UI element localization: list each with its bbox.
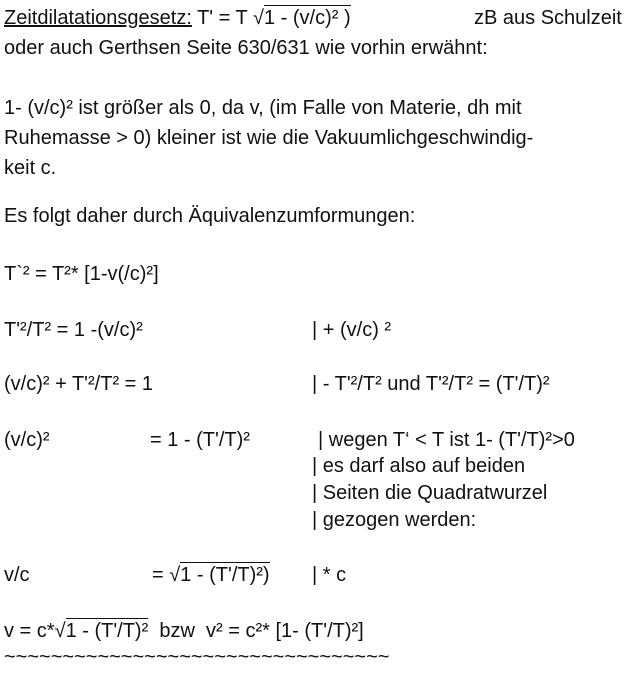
equation-6-suffix: bzw v² = c²* [1- (T'/T)²] bbox=[148, 620, 364, 642]
sqrt-symbol: √ bbox=[169, 564, 181, 586]
sqrt-symbol: √ bbox=[54, 620, 66, 642]
equation-5-prefix: = bbox=[152, 564, 170, 586]
tilde-divider: ~~~~~~~~~~~~~~~~~~~~~~~~~~~~~~~~~ bbox=[4, 646, 390, 668]
para-line2: Ruhemasse > 0) kleiner ist wie die Vakuumlichgeschwindig- bbox=[4, 127, 534, 149]
equation-4-note-1: | wegen T‘ < T ist 1- (T'/T)²>0 bbox=[318, 429, 575, 451]
equation-5-radicand: 1 - (T'/T)²) bbox=[180, 564, 270, 586]
law-line2: oder auch Gerthsen Seite 630/631 wie vorhin erwähnt: bbox=[4, 37, 488, 59]
equation-4-left: (v/c)² bbox=[4, 429, 50, 451]
equation-4-note-3: | Seiten die Quadratwurzel bbox=[312, 482, 548, 504]
law-title: Zeitdilatationsgesetz: bbox=[4, 7, 192, 29]
law-line bbox=[4, 6, 351, 30]
equation-6-sqrt bbox=[55, 619, 149, 643]
equation-3-right: | - T'²/T² und T'²/T² = (T'/T)² bbox=[312, 373, 550, 395]
para-line3: keit c. bbox=[4, 157, 57, 179]
law-radicand: 1 - (v/c)² ) bbox=[263, 7, 351, 29]
sqrt-symbol: √ bbox=[252, 7, 264, 29]
para-line1: 1- (v/c)² ist größer als 0, da v, (im Falle von Materie, dh mit bbox=[4, 97, 522, 119]
equation-5-middle bbox=[152, 563, 270, 587]
law-sqrt bbox=[253, 6, 351, 30]
law-formula-lhs: T' = T bbox=[197, 7, 253, 29]
intro-text: Es folgt daher durch Äquivalenzumformungen: bbox=[4, 205, 416, 227]
equation-5-left: v/c bbox=[4, 564, 30, 586]
equation-6-radicand: 1 - (T'/T)² bbox=[65, 620, 149, 642]
equation-4-middle: = 1 - (T'/T)² bbox=[150, 429, 250, 451]
equation-2-left: T'²/T² = 1 -(v/c)² bbox=[4, 319, 143, 341]
equation-5-sqrt bbox=[169, 563, 269, 587]
equation-4-note-4: | gezogen werden: bbox=[312, 509, 477, 531]
equation-2-right: | + (v/c) ² bbox=[312, 319, 392, 341]
equation-6 bbox=[4, 619, 364, 643]
equation-6-prefix: v = c* bbox=[4, 620, 55, 642]
equation-5-right: | * c bbox=[312, 564, 347, 586]
equation-3-left: (v/c)² + T'²/T² = 1 bbox=[4, 373, 154, 395]
law-note: zB aus Schulzeit bbox=[474, 7, 622, 29]
equation-4-note-2: | es darf also auf beiden bbox=[312, 455, 526, 477]
equation-1: T`² = T²* [1-v(/c)²] bbox=[4, 263, 159, 285]
